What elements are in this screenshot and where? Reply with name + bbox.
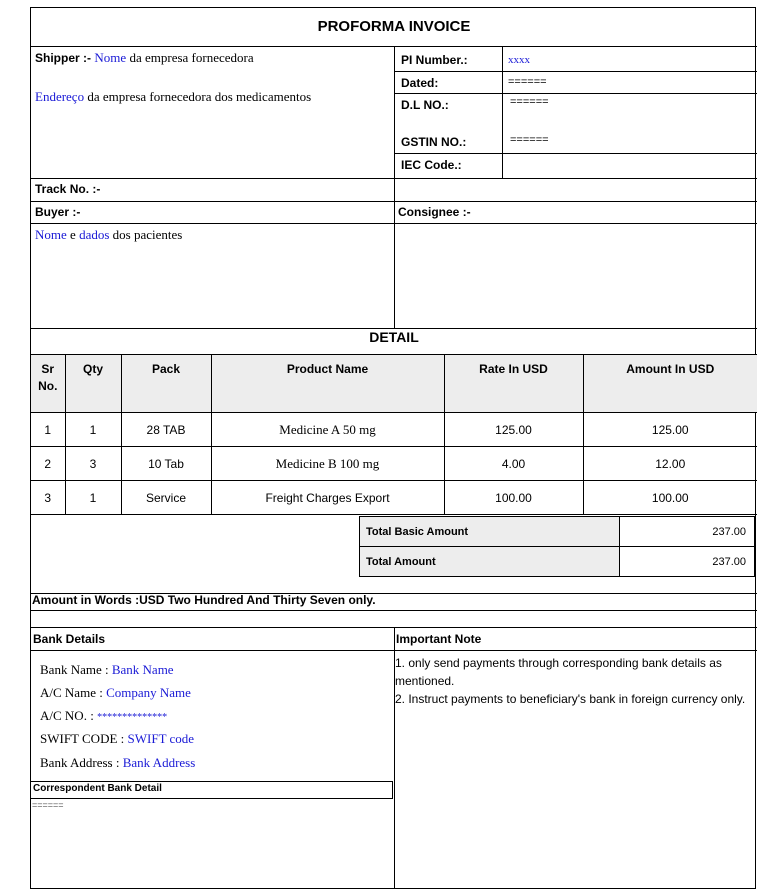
table-row xyxy=(31,413,757,447)
cell-pack: Service xyxy=(121,481,211,515)
correspondent-bank-box xyxy=(31,781,393,799)
cell-rate: 4.00 xyxy=(444,447,583,481)
iec-label: IEC Code.: xyxy=(401,158,462,172)
swift-label: SWIFT CODE : xyxy=(40,731,125,746)
swift-row xyxy=(40,731,194,747)
bank-address-value: Bank Address xyxy=(122,755,196,770)
cell-qty: 1 xyxy=(65,413,121,447)
ac-no-value: ************** xyxy=(97,712,168,723)
table-row xyxy=(31,447,757,481)
gstin-label: GSTIN NO.: xyxy=(401,135,467,149)
header-rate: Rate In USD xyxy=(444,355,583,413)
header-amount: Amount In USD xyxy=(583,355,757,413)
bank-address-row xyxy=(40,755,195,771)
note-line-2: 2. Instruct payments to beneficiary's bank in foreign currency only. xyxy=(395,692,746,706)
total-basic-label: Total Basic Amount xyxy=(360,517,620,547)
pi-number-value: xxxx xyxy=(508,54,530,66)
bank-name-label: Bank Name : xyxy=(40,662,109,677)
bank-name-row xyxy=(40,662,174,678)
header-qty: Qty xyxy=(65,355,121,413)
invoice-document xyxy=(30,7,756,889)
cell-amount: 100.00 xyxy=(583,481,757,515)
shipper-address-rest: da empresa fornecedora dos medicamentos xyxy=(87,89,312,104)
ac-no-label: A/C NO. : xyxy=(40,708,94,723)
ac-name-row xyxy=(40,685,191,701)
page-title: PROFORMA INVOICE xyxy=(317,18,471,35)
important-note-text xyxy=(395,654,751,708)
cell-product: Freight Charges Export xyxy=(211,481,444,515)
dl-value: ====== xyxy=(510,96,549,108)
cell-rate: 125.00 xyxy=(444,413,583,447)
buyer-details xyxy=(35,227,182,243)
total-amount-row xyxy=(360,547,755,577)
cell-sr: 1 xyxy=(31,413,65,447)
total-basic-value: 237.00 xyxy=(620,517,755,547)
ac-name-label: A/C Name : xyxy=(40,685,103,700)
swift-value: SWIFT code xyxy=(127,731,195,746)
totals-table xyxy=(359,516,755,577)
total-amount-label: Total Amount xyxy=(360,547,620,577)
pi-number-label: PI Number.: xyxy=(401,53,468,67)
header-product-name: Product Name xyxy=(211,355,444,413)
ac-name-value: Company Name xyxy=(106,685,191,700)
buyer-key-nome: Nome xyxy=(35,227,67,242)
cell-pack: 10 Tab xyxy=(121,447,211,481)
shipper-address-key: Endereço xyxy=(35,89,85,104)
table-row xyxy=(31,481,757,515)
bank-name-value: Bank Name xyxy=(111,662,174,677)
bank-details-title: Bank Details xyxy=(33,632,106,646)
cell-amount: 125.00 xyxy=(583,413,757,447)
cell-product: Medicine B 100 mg xyxy=(211,447,444,481)
cell-sr: 2 xyxy=(31,447,65,481)
ac-no-row xyxy=(40,708,167,724)
gstin-value: ====== xyxy=(510,134,549,146)
correspondent-bank-label: Correspondent Bank Detail xyxy=(33,783,162,794)
bank-address-label: Bank Address : xyxy=(40,755,120,770)
shipper-address xyxy=(35,89,311,105)
detail-title: DETAIL xyxy=(369,329,419,345)
track-label: Track No. :- xyxy=(35,182,101,196)
buyer-key-dados: dados xyxy=(79,227,110,242)
cell-qty: 1 xyxy=(65,481,121,515)
cell-product: Medicine A 50 mg xyxy=(211,413,444,447)
dated-value: ====== xyxy=(508,76,547,88)
cell-qty: 3 xyxy=(65,447,121,481)
amount-in-words: Amount in Words :USD Two Hundred And Thirty Seven only. xyxy=(32,593,376,607)
buyer-rest: dos pacientes xyxy=(112,227,183,242)
shipper-name-key: Nome xyxy=(94,50,127,65)
shipper-name-rest: da empresa fornecedora xyxy=(129,50,254,65)
header-sr-no: Sr No. xyxy=(31,355,65,413)
important-note-title: Important Note xyxy=(396,632,482,646)
detail-header-row xyxy=(31,355,757,413)
buyer-label: Buyer :- xyxy=(35,205,81,219)
shipper-label: Shipper :- xyxy=(35,51,91,65)
detail-table xyxy=(31,354,757,515)
total-amount-value: 237.00 xyxy=(620,547,755,577)
header-pack: Pack xyxy=(121,355,211,413)
correspondent-bank-value: ====== xyxy=(32,800,64,810)
cell-rate: 100.00 xyxy=(444,481,583,515)
cell-pack: 28 TAB xyxy=(121,413,211,447)
note-line-1: 1. only send payments through corresponding bank details as mentioned. xyxy=(395,656,722,688)
cell-sr: 3 xyxy=(31,481,65,515)
buyer-mid: e xyxy=(70,227,76,242)
dated-label: Dated: xyxy=(401,76,439,90)
dl-label: D.L NO.: xyxy=(401,98,449,112)
consignee-label: Consignee :- xyxy=(398,205,471,219)
total-basic-row xyxy=(360,517,755,547)
shipper-line xyxy=(35,50,254,66)
cell-amount: 12.00 xyxy=(583,447,757,481)
